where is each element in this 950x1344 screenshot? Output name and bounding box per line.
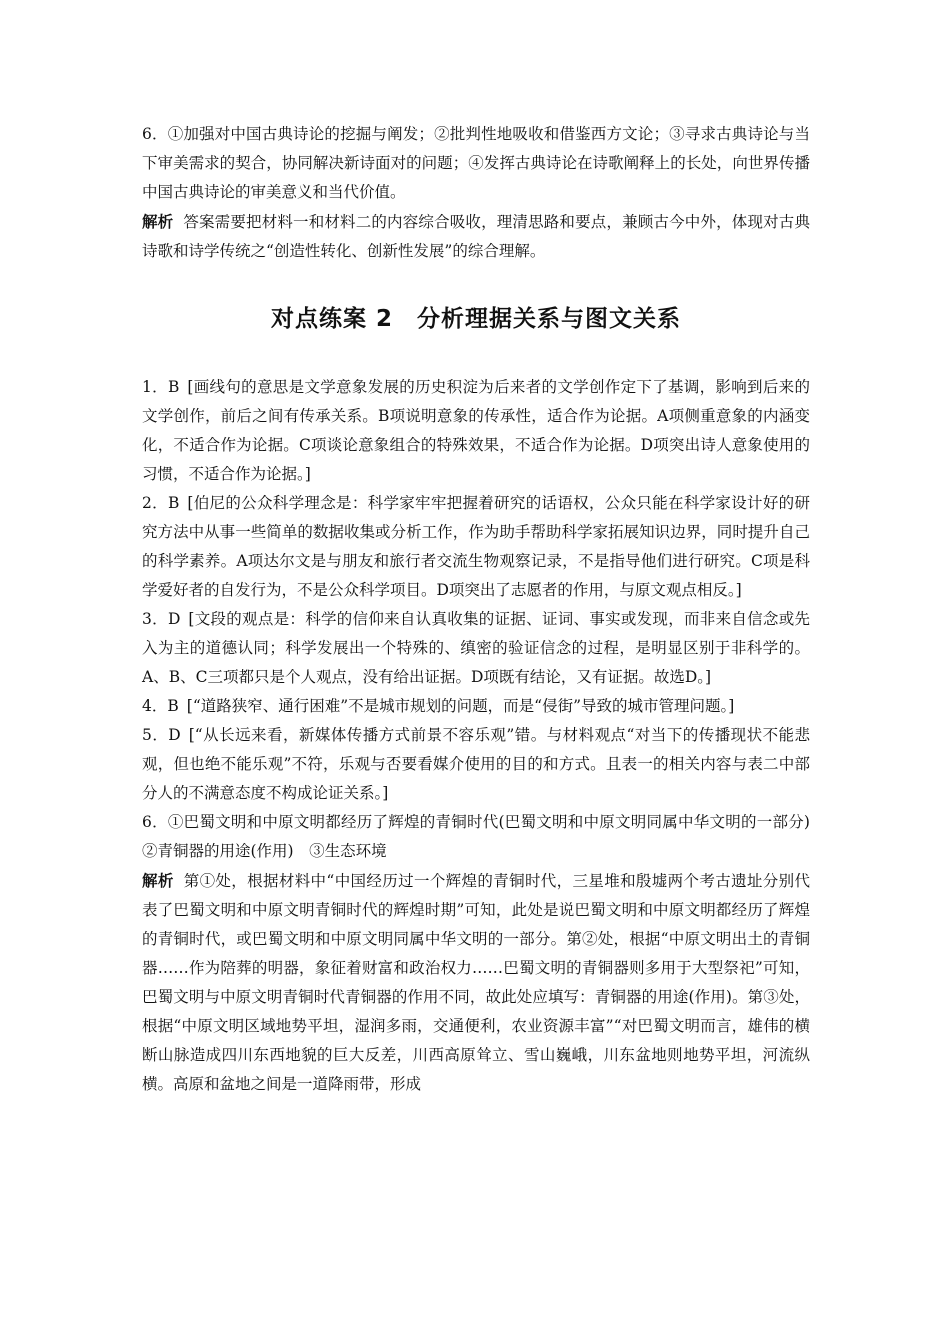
item-text: [“道路狭窄、通行困难”不是城市规划的问题，而是“侵街”导致的城市管理问题。]	[186, 697, 735, 715]
analysis-label: 解析	[142, 212, 174, 231]
section1-analysis	[142, 207, 810, 266]
analysis-label: 解析	[142, 871, 174, 890]
section2-analysis	[142, 866, 810, 1099]
item-text: [文段的观点是：科学的信仰来自认真收集的证据、证词、事实或发现，而非来自信念或先入为主的道德认同；科学发展出一个特殊的、缜密的验证信念的过程，是明显区别于非科学的。A、B、C三项都只是个人观点，没有给出证据。D项既有结论，又有证据。故选D。]	[142, 610, 810, 686]
analysis-text: 答案需要把材料一和材料二的内容综合吸收，理清思路和要点，兼顾古今中外，体现对古典诗歌和诗学传统之“创造性转化、创新性发展”的综合理解。	[142, 213, 810, 260]
item-number: 3．	[142, 610, 168, 628]
item-answer: D	[167, 610, 181, 628]
section-title: 对点练案 2 分析理据关系与图文关系	[270, 306, 681, 332]
item-answer: B	[167, 697, 179, 715]
section1-q6	[142, 120, 810, 207]
item-answer: B	[167, 378, 180, 396]
item-text: [“从长远来看，新媒体传播方式前景不容乐观”错。与材料观点“对当下的传播现状不能悲观，但也绝不能乐观”不符，乐观与否要看媒介使用的目的和方式。且表一的相关内容与表二中部分人的不满意态度不构成论证关系。]	[142, 726, 810, 802]
item-number: 4．	[142, 697, 168, 715]
item-text: ①巴蜀文明和中原文明都经历了辉煌的青铜时代(巴蜀文明和中原文明同属中华文明的一部分) ②青铜器的用途(作用) ③生态环境	[142, 813, 826, 860]
item-1	[142, 373, 810, 489]
item-2	[142, 489, 810, 605]
item-text: [画线句的意思是文学意象发展的历史积淀为后来者的文学创作定下了基调，影响到后来的文学创作，前后之间有传承关系。B项说明意象的传承性，适合作为论据。A项侧重意象的内涵变化，不适合作为论据。C项谈论意象组合的特殊效果，不适合作为论据。D项突出诗人意象使用的习惯，不适合作为论据。]	[142, 378, 810, 483]
q6-number: 6．	[142, 125, 168, 143]
item-6	[142, 808, 826, 866]
item-number: 2．	[142, 494, 168, 512]
item-text: [伯尼的公众科学理念是：科学家牢牢把握着研究的话语权，公众只能在科学家设计好的研究方法中从事一些简单的数据收集或分析工作，作为助手帮助科学家拓展知识边界，同时提升自己的科学素养。A项达尔文是与朋友和旅行者交流生物观察记录，不是指导他们进行研究。C项是科学爱好者的自发行为，不是公众科学项目。D项突出了志愿者的作用，与原文观点相反。]	[142, 494, 810, 599]
q6-text: ①加强对中国古典诗论的挖掘与阐发；②批判性地吸收和借鉴西方文论；③寻求古典诗论与当下审美需求的契合，协同解决新诗面对的问题；④发挥古典诗论在诗歌阐释上的长处，向世界传播中国古典诗论的审美意义和当代价值。	[142, 125, 810, 201]
item-3	[142, 605, 810, 692]
item-number: 1．	[142, 378, 168, 396]
item-4	[142, 692, 810, 721]
item-5	[142, 721, 810, 808]
item-number: 5．	[142, 726, 169, 744]
item-answer: D	[168, 726, 181, 744]
page-content	[142, 120, 826, 1099]
analysis-text: 第①处，根据材料中“中国经历过一个辉煌的青铜时代，三星堆和殷墟两个考古遗址分别代表了巴蜀文明和中原文明青铜时代的辉煌时期”可知，此处是说巴蜀文明和中原文明都经历了辉煌的青铜时代，或巴蜀文明和中原文明同属中华文明的一部分。第②处，根据“中原文明出土的青铜器……作为陪葬的明器，象征着财富和政治权力……巴蜀文明的青铜器则多用于大型祭祀”可知，巴蜀文明与中原文明青铜时代青铜器的作用不同，故此处应填写：青铜器的用途(作用)。第③处，根据“中原文明区域地势平坦，湿润多雨，交通便利，农业资源丰富”“对巴蜀文明而言，雄伟的横断山脉造成四川东西地貌的巨大反差，川西高原耸立、雪山巍峨，川东盆地则地势平坦，河流纵横。高原和盆地之间是一道降雨带，形成	[142, 872, 810, 1093]
item-number: 6．	[142, 813, 168, 831]
item-answer: B	[167, 494, 180, 512]
